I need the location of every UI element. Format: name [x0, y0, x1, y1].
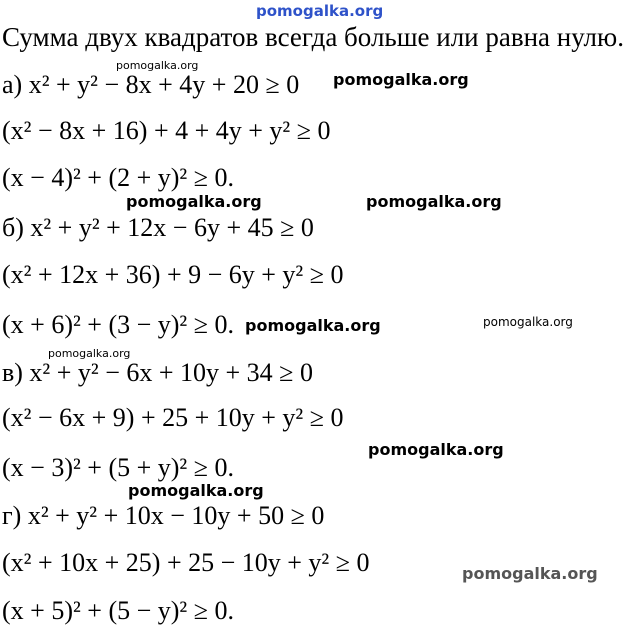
equation-a-2: (x² − 8x + 16) + 4 + 4y + y² ≥ 0 — [2, 116, 331, 145]
watermark: pomogalka.org — [366, 192, 502, 211]
equation-v-1: в) x² + y² − 6x + 10y + 34 ≥ 0 — [2, 358, 313, 387]
equation-b-2: (x² + 12x + 36) + 9 − 6y + y² ≥ 0 — [2, 260, 344, 289]
equation-v-2: (x² − 6x + 9) + 25 + 10y + y² ≥ 0 — [2, 403, 344, 432]
watermark: pomogalka.org — [48, 347, 131, 360]
watermark: pomogalka.org — [368, 440, 504, 459]
equation-a-3: (x − 4)² + (2 + y)² ≥ 0. — [2, 163, 234, 192]
equation-v-3: (x − 3)² + (5 + y)² ≥ 0. — [2, 453, 234, 482]
equation-b-1: б) x² + y² + 12x − 6y + 45 ≥ 0 — [2, 213, 314, 242]
equation-g-1: г) x² + y² + 10x − 10y + 50 ≥ 0 — [2, 501, 325, 530]
heading-text: Сумма двух квадратов всегда больше или равна нулю. — [2, 22, 624, 52]
watermark: pomogalka.org — [126, 192, 262, 211]
watermark: pomogalka.org — [333, 70, 469, 89]
equation-g-3: (x + 5)² + (5 − y)² ≥ 0. — [2, 596, 234, 625]
watermark: pomogalka.org — [245, 316, 381, 335]
equation-b-3: (x + 6)² + (3 − y)² ≥ 0. — [2, 310, 234, 339]
equation-g-2: (x² + 10x + 25) + 25 − 10y + y² ≥ 0 — [2, 548, 370, 577]
watermark: pomogalka.org — [483, 315, 573, 329]
equation-a-1: а) x² + y² − 8x + 4y + 20 ≥ 0 — [2, 70, 300, 99]
watermark: pomogalka.org — [462, 564, 598, 583]
watermark-top: pomogalka.org — [256, 2, 384, 20]
watermark: pomogalka.org — [116, 59, 199, 72]
watermark: pomogalka.org — [128, 481, 264, 500]
